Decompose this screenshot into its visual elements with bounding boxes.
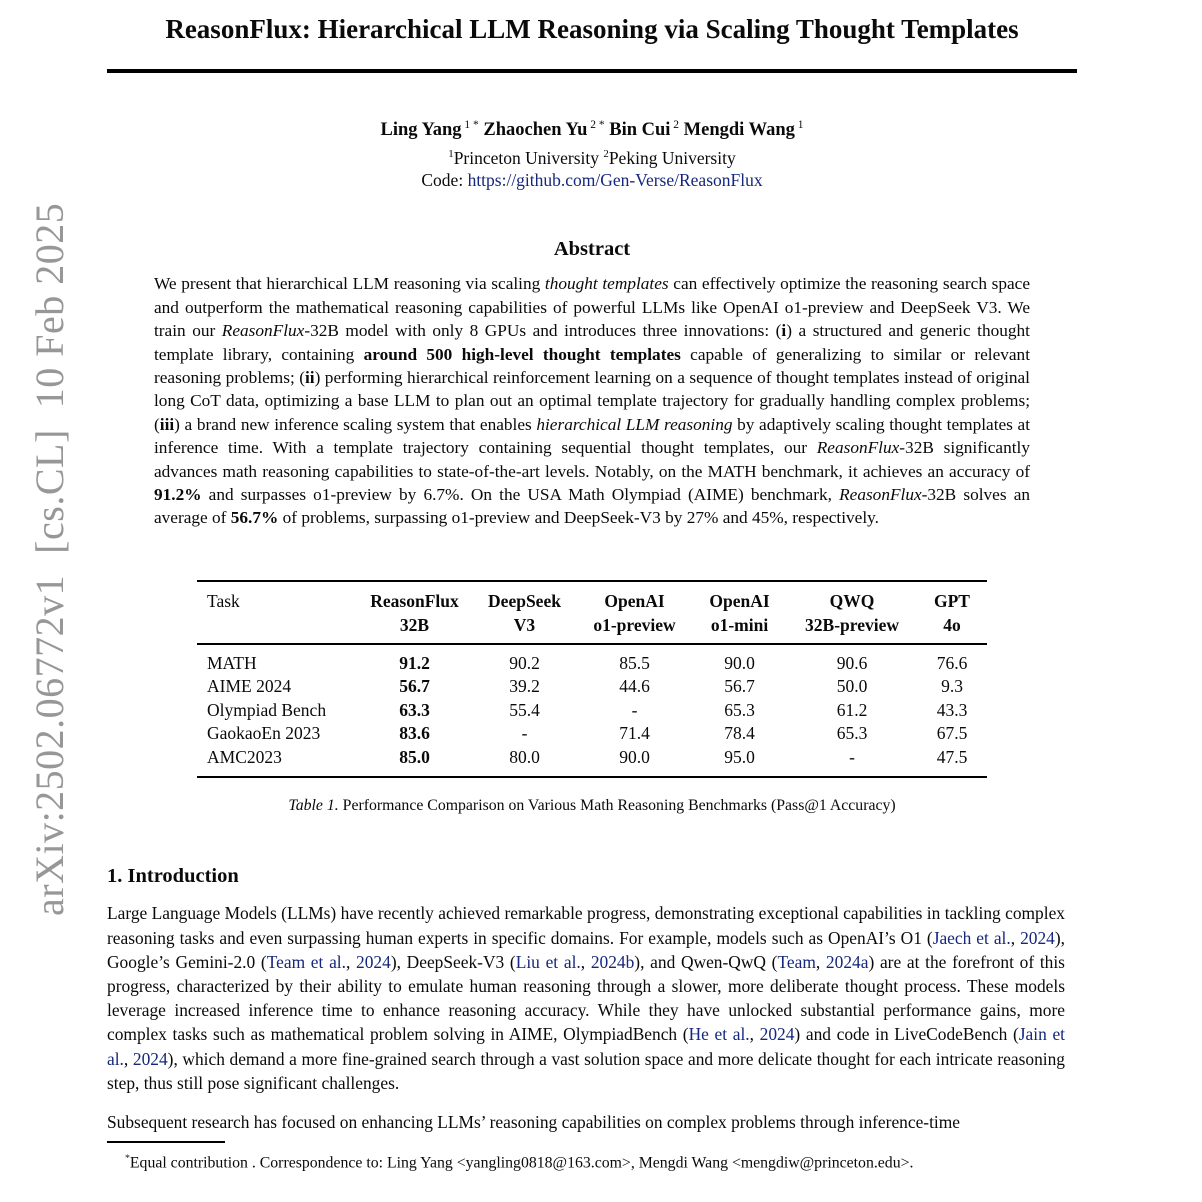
value-cell: 61.2: [836, 699, 868, 720]
text-segment: Ling Yang: [380, 120, 462, 141]
value-cell: 91.2: [399, 652, 430, 673]
paper-page: [107, 0, 1077, 1173]
text-segment: 56.7%: [230, 508, 279, 528]
table-caption: [197, 797, 987, 815]
text-segment: *: [125, 1152, 130, 1164]
value-cell: 78.4: [724, 723, 755, 744]
text-segment: ), and Qwen-QwQ (: [634, 951, 778, 972]
introduction-paragraph-1: [107, 901, 1065, 1095]
code-line: [107, 169, 1077, 192]
text-segment: Table 1.: [288, 797, 339, 815]
text-segment: Peking University: [608, 147, 736, 168]
text-segment: ) and code in LiveCodeBench (: [794, 1024, 1019, 1045]
text-segment: 1 *: [461, 119, 479, 132]
citation-link[interactable]: 2024a: [825, 951, 869, 972]
text-segment: ), Google’s Gemini-2.0 (: [107, 927, 1065, 972]
text-segment: 1: [448, 147, 454, 160]
text-segment: around 500 high-level thought templates: [363, 344, 681, 364]
text-segment: -32B significantly advances math reasoning capabilities to state-of-the-art levels. Notably, on the MATH benchmark, it achieves an accuracy of: [154, 438, 1030, 481]
value-cell: 55.4: [509, 699, 540, 720]
table-row: [197, 699, 987, 723]
text-segment: Subsequent research has focused on enhancing LLMs’ reasoning capabilities on complex problems through inference-time: [107, 1111, 960, 1132]
value-cell: 56.7: [724, 676, 755, 697]
value-cell: 44.6: [619, 676, 650, 697]
value-cell: 56.7: [399, 676, 430, 697]
value-cell: 85.5: [619, 652, 650, 673]
arxiv-watermark: arXiv:2502.06772v1 [cs.CL] 10 Feb 2025: [27, 202, 72, 916]
value-cell: 90.2: [509, 652, 540, 673]
text-segment: can effectively optimize the reasoning search space and outperform the mathematical reasoning capabilities of powerful LLMs like OpenAI o1-preview and DeepSeek V3. We train our: [154, 274, 1031, 341]
value-cell: 9.3: [941, 676, 963, 697]
text-segment: ,: [345, 951, 357, 972]
text-segment: Equal contribution . Correspondence to: Ling Yang <yangling0818@163.com>, Mengdi Wang <mengdiw@princeton.edu>.: [129, 1153, 914, 1171]
text-segment: ,: [580, 951, 591, 972]
text-segment: ,: [1010, 927, 1021, 948]
text-segment: ), DeepSeek-V3 (: [390, 951, 516, 972]
text-segment: Mengdi Wang: [683, 120, 795, 141]
code-label: Code:: [421, 170, 468, 191]
text-segment: ) are at the forefront of this progress, characterized by their ability to emulate human reasoning through a slower, more deliberate thought process. These models leverage increased inference time to enhance reasoning accuracy. While they have unlocked substantial performance gains, more complex tasks such as mathematical problem solving in AIME, OlympiadBench (: [107, 951, 1065, 1045]
citation-link[interactable]: 2024: [132, 1048, 168, 1069]
value-cell: 39.2: [509, 676, 540, 697]
text-segment: ReasonFlux: [221, 321, 305, 341]
table-row: [197, 722, 987, 746]
value-cell: 67.5: [936, 723, 968, 744]
text-segment: ,: [815, 951, 826, 972]
text-segment: -32B solves an average of: [154, 485, 1030, 528]
column-header: ReasonFlux 32B: [357, 581, 472, 644]
text-segment: thought templates: [544, 274, 669, 294]
text-segment: 2 *: [587, 119, 605, 132]
text-segment: ) a brand new inference scaling system that enables: [174, 414, 537, 434]
text-segment: capable of generalizing to similar or relevant reasoning problems; (: [154, 344, 1030, 387]
text-segment: iii: [159, 414, 175, 434]
value-cell: 85.0: [399, 746, 430, 767]
authors-line: [107, 113, 1077, 142]
value-cell: -: [849, 746, 855, 767]
citation-link[interactable]: 2024b: [590, 951, 635, 972]
column-header: Task: [197, 581, 357, 644]
column-header: QWQ 32B-preview: [787, 581, 917, 644]
task-cell: GaokaoEn 2023: [207, 723, 321, 744]
text-segment: ,: [123, 1048, 133, 1069]
value-cell: 50.0: [836, 676, 868, 697]
citation-link[interactable]: Jaech et al.: [932, 927, 1011, 948]
value-cell: 90.0: [724, 652, 755, 673]
value-cell: -: [631, 699, 638, 720]
value-cell: 43.3: [936, 699, 968, 720]
text-segment: -32B model with only 8 GPUs and introduces three innovations: (: [304, 321, 782, 341]
introduction-paragraph-2: [107, 1110, 1065, 1134]
text-segment: Princeton University: [453, 147, 600, 168]
citation-link[interactable]: He et al.: [688, 1024, 750, 1045]
table-row: [197, 644, 987, 676]
value-cell: -: [521, 723, 528, 744]
text-segment: and surpasses o1-preview by 6.7%. On the USA Math Olympiad (AIME) benchmark,: [201, 485, 840, 505]
abstract-body: [154, 272, 1030, 529]
paper-title: ReasonFlux: Hierarchical LLM Reasoning via Scaling Thought Templates: [165, 14, 1019, 44]
value-cell: 47.5: [936, 746, 968, 767]
value-cell: 80.0: [509, 746, 540, 767]
value-cell: 90.6: [836, 652, 868, 673]
authors-block: [107, 113, 1077, 192]
text-segment: ), which demand a more fine-grained search through a vast solution space and more delicate thought for each intricate reasoning step, thus still pose significant challenges.: [107, 1048, 1065, 1093]
text-segment: of problems, surpassing o1-preview and DeepSeek-V3 by 27% and 45%, respectively.: [278, 508, 879, 528]
results-table-wrap: [197, 580, 987, 816]
column-header: DeepSeek V3: [472, 581, 577, 644]
table-header-row: [197, 581, 987, 644]
title-rule: [107, 69, 1077, 73]
text-segment: ) performing hierarchical reinforcement learning on a sequence of thought templates instead of original long CoT data, optimizing a base LLM to plan out an optimal template trajectory for gradually handling complex problems; (: [154, 368, 1030, 434]
column-header: OpenAI o1-preview: [577, 581, 692, 644]
introduction-heading: 1. Introduction: [107, 865, 239, 888]
results-table: [197, 580, 987, 779]
text-segment: by adaptively scaling thought templates at inference time. With a template trajectory containing sequential thought templates, our: [154, 414, 1030, 458]
text-segment: Bin Cui: [609, 120, 671, 141]
value-cell: 71.4: [619, 723, 650, 744]
value-cell: 65.3: [836, 723, 868, 744]
column-header: GPT 4o: [917, 581, 987, 644]
text-segment: ) a structured and generic thought template library, containing: [154, 321, 1030, 364]
value-cell: 76.6: [936, 652, 968, 673]
table-row: [197, 675, 987, 699]
task-cell: AMC2023: [207, 746, 282, 767]
text-segment: ii: [304, 368, 315, 387]
text-segment: i: [781, 321, 787, 341]
table-row: [197, 746, 987, 778]
citation-link[interactable]: 2024: [1020, 927, 1055, 948]
text-segment: ,: [749, 1024, 760, 1045]
text-segment: Performance Comparison on Various Math Reasoning Benchmarks (Pass@1 Accuracy): [338, 797, 896, 815]
column-header: OpenAI o1-mini: [692, 581, 787, 644]
citation-link[interactable]: Liu et al.: [515, 951, 581, 972]
code-link[interactable]: https://github.com/Gen-Verse/ReasonFlux: [467, 170, 763, 191]
task-cell: AIME 2024: [207, 676, 292, 697]
text-segment: Large Language Models (LLMs) have recently achieved remarkable progress, demonstrating exceptional capabilities in tackling complex reasoning tasks and even surpassing human experts in specific domains. For example, models such as OpenAI’s O1 (: [107, 903, 1065, 948]
text-segment: Zhaochen Yu: [483, 120, 588, 141]
text-segment: ReasonFlux: [816, 438, 900, 458]
task-cell: Olympiad Bench: [207, 699, 327, 720]
value-cell: 95.0: [724, 746, 755, 767]
citation-link[interactable]: Team et al.: [266, 951, 346, 972]
abstract-heading: Abstract: [553, 238, 631, 261]
text-segment: 91.2%: [154, 485, 202, 505]
value-cell: 90.0: [619, 746, 650, 767]
affiliations-line: [107, 143, 1077, 170]
text-segment: We present that hierarchical LLM reasoning via scaling: [154, 274, 545, 294]
text-segment: ReasonFlux: [839, 485, 922, 505]
citation-link[interactable]: Team: [777, 951, 816, 972]
citation-link[interactable]: 2024: [356, 951, 391, 972]
value-cell: 63.3: [399, 699, 430, 720]
task-cell: MATH: [207, 652, 257, 673]
text-segment: hierarchical LLM reasoning: [536, 414, 733, 434]
text-segment: 1: [794, 119, 804, 132]
value-cell: 83.6: [399, 723, 430, 744]
text-segment: 2: [670, 119, 680, 132]
footnote-rule: [107, 1141, 225, 1143]
citation-link[interactable]: Jain et al.: [107, 1024, 1066, 1069]
value-cell: 65.3: [724, 699, 755, 720]
footnote-text: [107, 1148, 1077, 1173]
text-segment: 2: [603, 147, 609, 160]
citation-link[interactable]: 2024: [759, 1024, 795, 1045]
